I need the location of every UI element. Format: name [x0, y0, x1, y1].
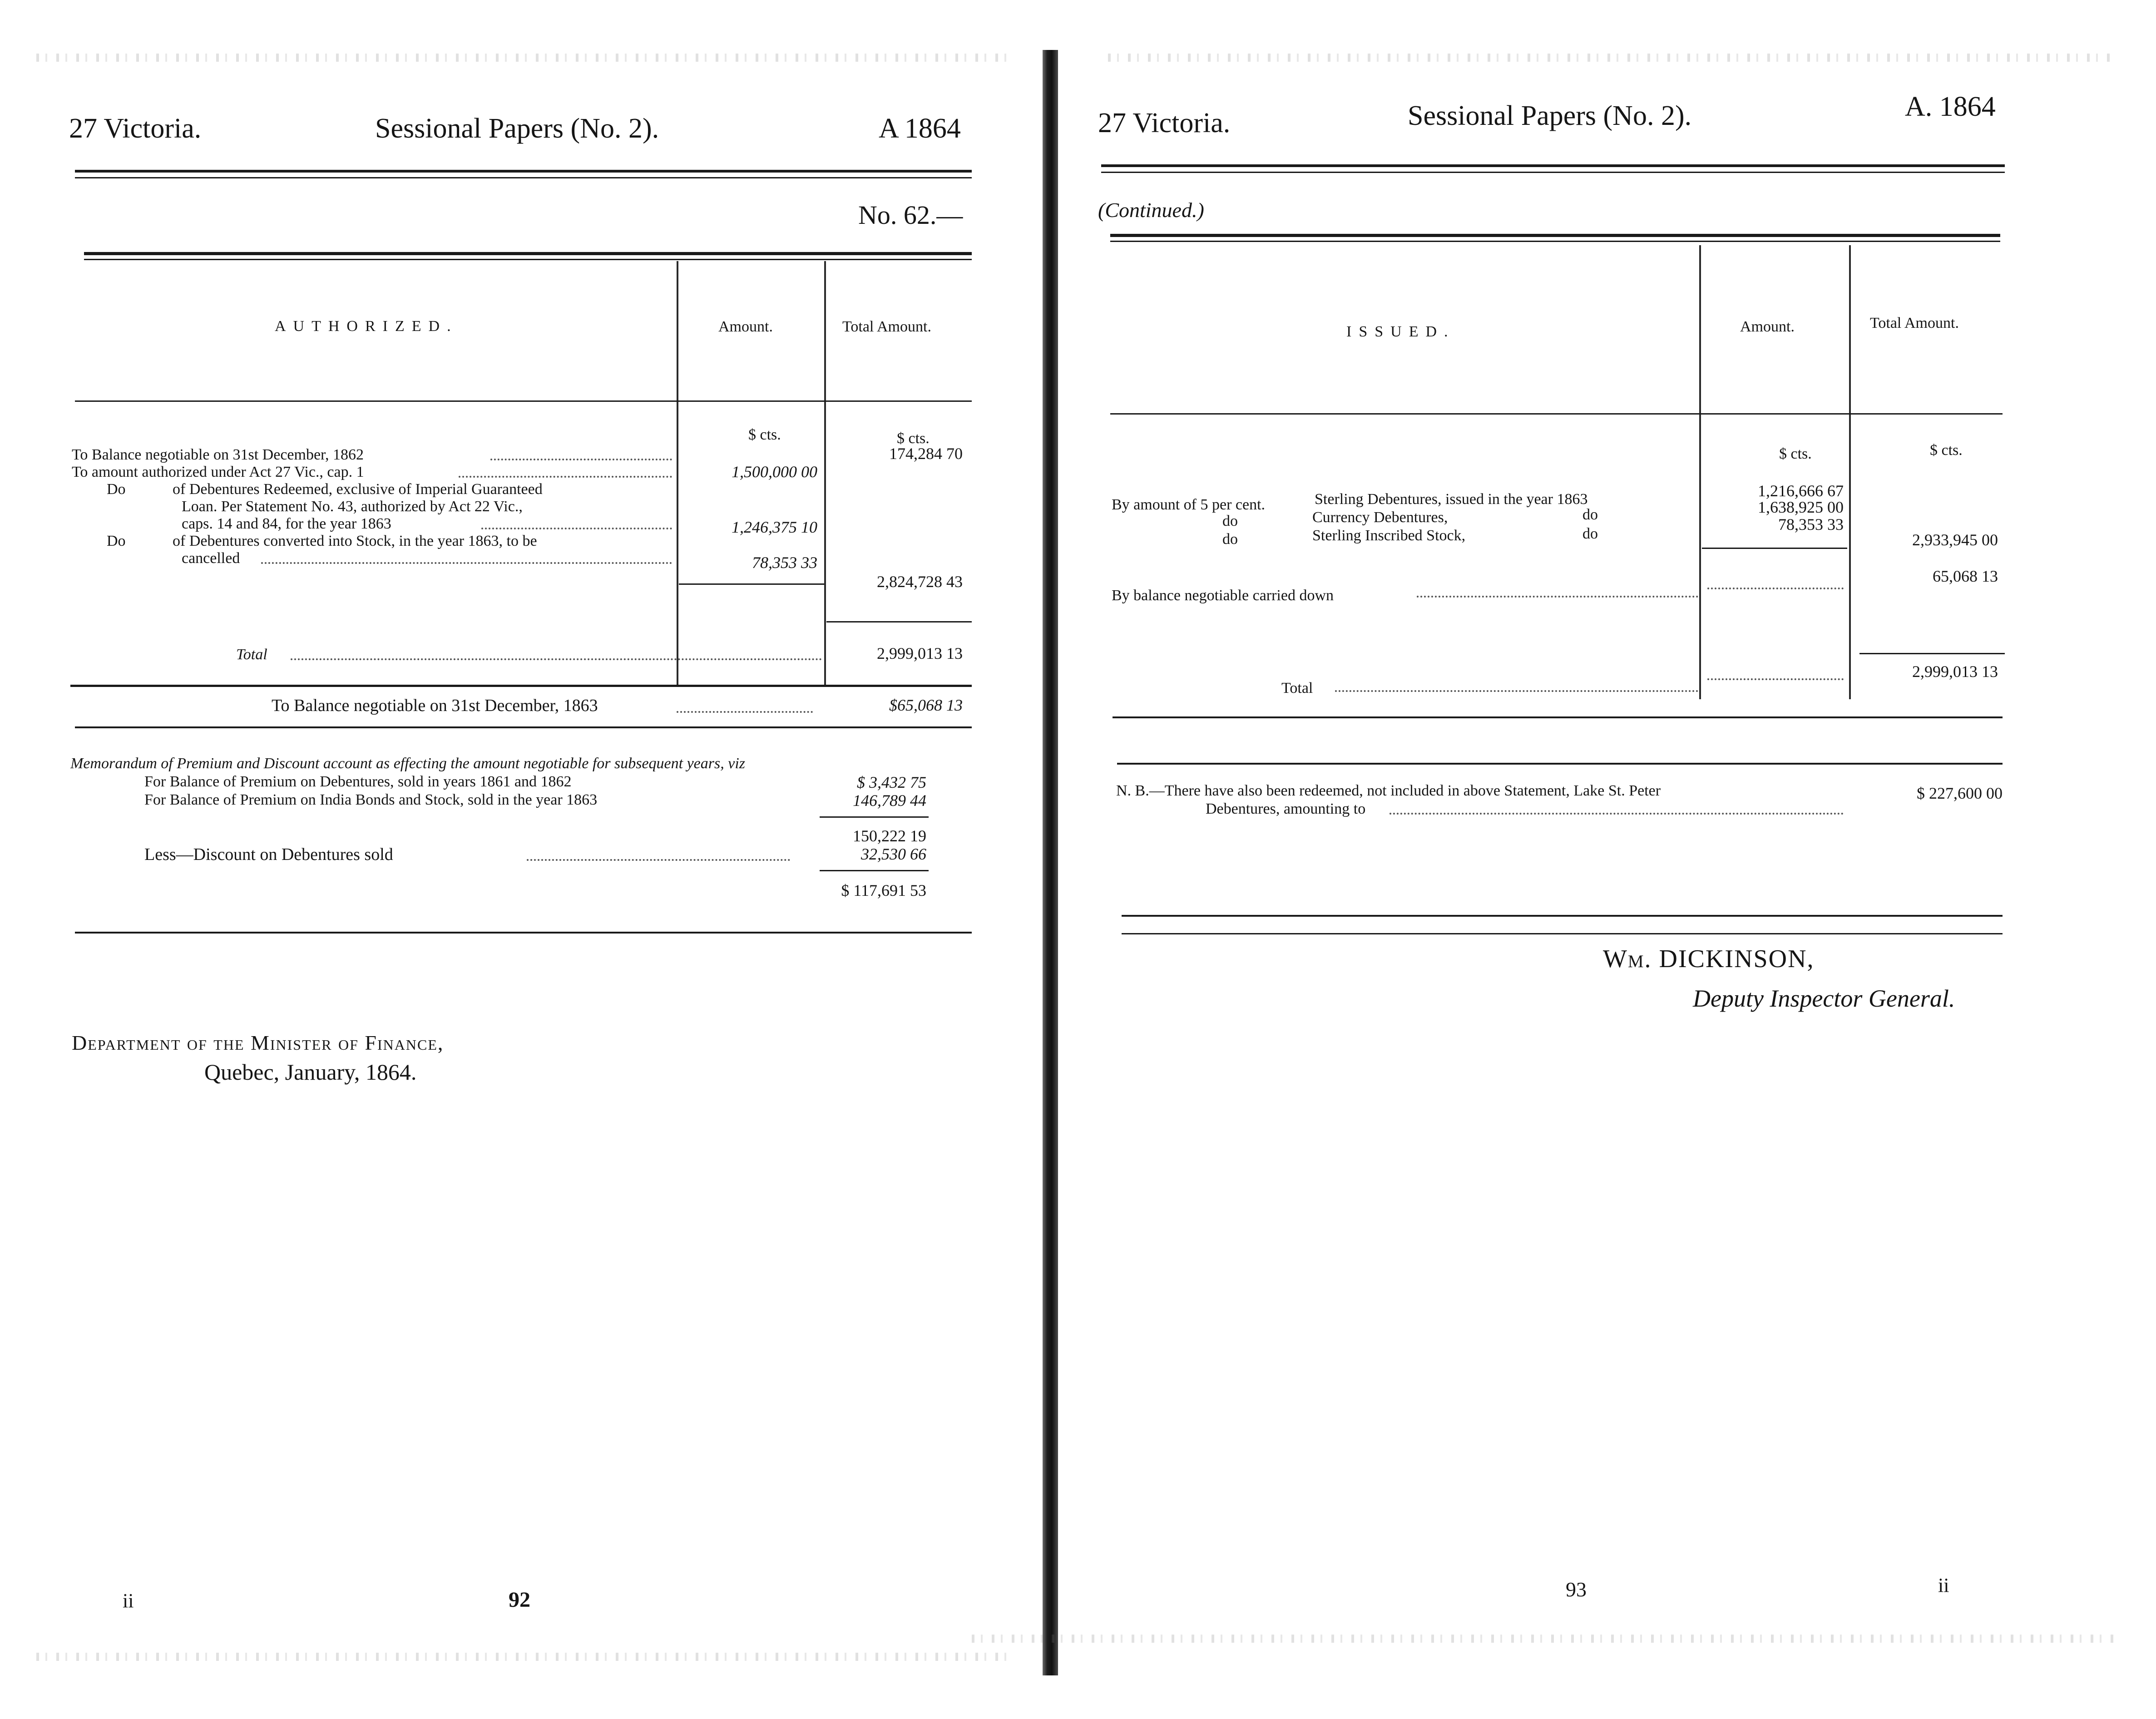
memo-line-1: Memorandum of Premium and Discount account as effecting the amount negotiable for subsequent years, viz	[70, 755, 746, 772]
amount-sum-rule	[679, 583, 824, 585]
header-rule	[75, 170, 972, 173]
left-header-title: Sessional Papers (No. 2).	[375, 113, 659, 144]
column-header-issued: ISSUED.	[1346, 323, 1455, 340]
header-bottom-rule	[1110, 413, 2003, 415]
issued-row-1-amount: 1,216,666 67	[1758, 482, 1844, 500]
table-top-rule-thin	[84, 259, 972, 260]
authorized-row-3: of Debentures Redeemed, exclusive of Imperial Guaranteed	[173, 481, 543, 498]
column-header-total: Total Amount.	[1870, 315, 1959, 331]
column-header-total: Total Amount.	[842, 318, 931, 335]
left-header-year: A 1864	[879, 113, 961, 144]
authorized-row-4: Loan. Per Statement No. 43, authorized by Act 22 Vic.,	[182, 498, 523, 515]
leader-dots	[1390, 813, 1844, 815]
scan-noise-top-right	[1108, 54, 2116, 62]
amount-units: $ cts.	[748, 426, 781, 443]
header-bottom-rule	[75, 400, 972, 402]
leader-dots	[291, 658, 822, 660]
column-header-amount: Amount.	[718, 318, 773, 335]
total-column-divider	[824, 261, 826, 686]
memo-bottom-rule	[75, 932, 972, 934]
memo-line-3-value: 146,789 44	[853, 791, 926, 810]
signature-name: Wm. DICKINSON,	[1603, 945, 1815, 973]
balance-carried-value: 65,068 13	[1933, 567, 1998, 585]
row-7-amount: 78,353 33	[752, 553, 817, 572]
signature-top-rule	[1122, 915, 2003, 917]
balance-1863-value: $65,068 13	[889, 696, 963, 714]
left-footer-signature-mark: ii	[123, 1590, 134, 1612]
authorized-row-2	[72, 463, 364, 481]
row-2-amount: 1,500,000 00	[732, 463, 817, 481]
balance-1863-label: To Balance negotiable on 31st December, 1863	[272, 696, 598, 715]
balance-bottom-rule	[75, 726, 972, 728]
issued-row-3-desc: Sterling Inscribed Stock,	[1312, 527, 1466, 544]
authorized-row-5: caps. 14 and 84, for the year 1863	[182, 515, 391, 532]
table-top-rule	[1110, 234, 2000, 237]
total-units: $ cts.	[1930, 442, 1963, 459]
right-header-year: A. 1864	[1905, 91, 1996, 122]
total-column-divider	[1849, 245, 1851, 699]
issued-row-2-prefix: do	[1222, 513, 1238, 529]
issued-row-2-desc: Currency Debentures,	[1312, 509, 1448, 526]
amount-sum-rule	[1702, 548, 1847, 549]
header-rule	[1101, 164, 2005, 167]
table-top-rule	[84, 252, 972, 255]
right-header-title: Sessional Papers (No. 2).	[1408, 100, 1692, 131]
total-bottom-rule	[70, 685, 972, 687]
nb-note-line-1: N. B.—There have also been redeemed, not included in above Statement, Lake St. Peter	[1116, 782, 1661, 799]
memo-subtotal: 150,222 19	[853, 827, 926, 845]
row-text: To amount authorized under Act 27 Vic., cap. 1	[72, 464, 364, 480]
issued-row-1-prefix: By amount of 5 per cent.	[1112, 496, 1266, 513]
balance-carried-label: By balance negotiable carried down	[1112, 587, 1334, 604]
leader-dots	[459, 476, 672, 478]
scan-noise-top-left	[36, 54, 1013, 62]
left-header-session: 27 Victoria.	[69, 113, 202, 144]
header-rule-thin	[1101, 172, 2005, 173]
memo-line-3: For Balance of Premium on India Bonds and Stock, sold in the year 1863	[144, 791, 598, 808]
total-label: Total	[1281, 680, 1313, 696]
scan-noise-bottom-left	[36, 1653, 1013, 1661]
amount-units: $ cts.	[1779, 445, 1812, 462]
note-top-rule	[1117, 763, 2003, 765]
total-sum-rule	[826, 621, 972, 622]
leader-dots	[490, 459, 672, 460]
signature-title: Deputy Inspector General.	[1693, 985, 1955, 1012]
department: Department of the Minister of Finance,	[72, 1031, 444, 1054]
leader-dots	[1707, 678, 1844, 680]
leader-dots	[261, 562, 672, 564]
column-header-authorized: AUTHORIZED.	[275, 318, 458, 335]
authorized-row-6-label: Do	[107, 533, 126, 549]
authorized-row-7: cancelled	[182, 550, 240, 567]
total-value: 2,999,013 13	[1912, 662, 1998, 681]
continued-label: (Continued.)	[1098, 198, 1204, 222]
memo-less-label: Less—Discount on Debentures sold	[144, 845, 393, 864]
left-page-number: 92	[509, 1588, 530, 1612]
total-value: 2,999,013 13	[877, 644, 963, 662]
total-label: Total	[236, 646, 267, 663]
leader-dots	[1707, 588, 1844, 589]
issued-row-1-desc: Sterling Debentures, issued in the year 1863	[1315, 491, 1588, 508]
leader-dots	[677, 711, 813, 713]
right-header-session: 27 Victoria.	[1098, 108, 1231, 138]
leader-dots	[1335, 690, 1698, 692]
memo-line-2: For Balance of Premium on Debentures, sold in years 1861 and 1862	[144, 773, 572, 790]
table-top-rule-thin	[1110, 241, 2000, 242]
header-rule-thin	[75, 177, 972, 178]
issued-row-2-ditto: do	[1582, 506, 1598, 523]
issued-row-2-amount: 1,638,925 00	[1758, 498, 1844, 516]
right-footer-signature-mark: ii	[1938, 1574, 1949, 1596]
scan-noise-bottom-right	[972, 1635, 2116, 1643]
statement-number: No. 62.—	[858, 200, 963, 230]
signature-top-rule-thin	[1122, 933, 2003, 934]
column-header-amount: Amount.	[1740, 318, 1795, 335]
authorized-row-3-label: Do	[107, 481, 126, 498]
amount-column-divider	[677, 261, 678, 686]
row-text: To Balance negotiable on 31st December, 1862	[72, 446, 364, 463]
issued-row-3-total: 2,933,945 00	[1912, 531, 1998, 549]
issued-row-3-amount: 78,353 33	[1778, 515, 1844, 533]
authorized-row-6: of Debentures converted into Stock, in the year 1863, to be	[173, 533, 537, 549]
total-bottom-rule	[1113, 716, 2003, 718]
authorized-row-1	[72, 446, 364, 464]
row-1-total: 174,284 70	[889, 445, 963, 463]
book-spine	[1043, 50, 1058, 1675]
total-units: $ cts.	[897, 430, 930, 447]
place-date: Quebec, January, 1864.	[204, 1059, 417, 1085]
row-5-amount: 1,246,375 10	[732, 518, 817, 536]
memo-line-2-value: $ 3,432 75	[857, 773, 926, 791]
leader-dots	[527, 859, 790, 861]
memo-net-rule	[820, 870, 929, 871]
issued-row-3-prefix: do	[1222, 531, 1238, 548]
nb-note-value: $ 227,600 00	[1917, 784, 2003, 802]
memo-net: $ 117,691 53	[841, 881, 926, 899]
nb-note-line-2: Debentures, amounting to	[1206, 800, 1366, 817]
right-page-number: 93	[1566, 1578, 1587, 1601]
memo-less-value: 32,530 66	[861, 845, 926, 863]
leader-dots	[1417, 596, 1698, 598]
row-7-total: 2,824,728 43	[877, 573, 963, 591]
leader-dots	[481, 528, 672, 529]
amount-column-divider	[1699, 245, 1701, 699]
total-sum-rule	[1859, 653, 2005, 654]
issued-row-3-ditto: do	[1582, 525, 1598, 542]
memo-sum-rule	[820, 816, 929, 818]
